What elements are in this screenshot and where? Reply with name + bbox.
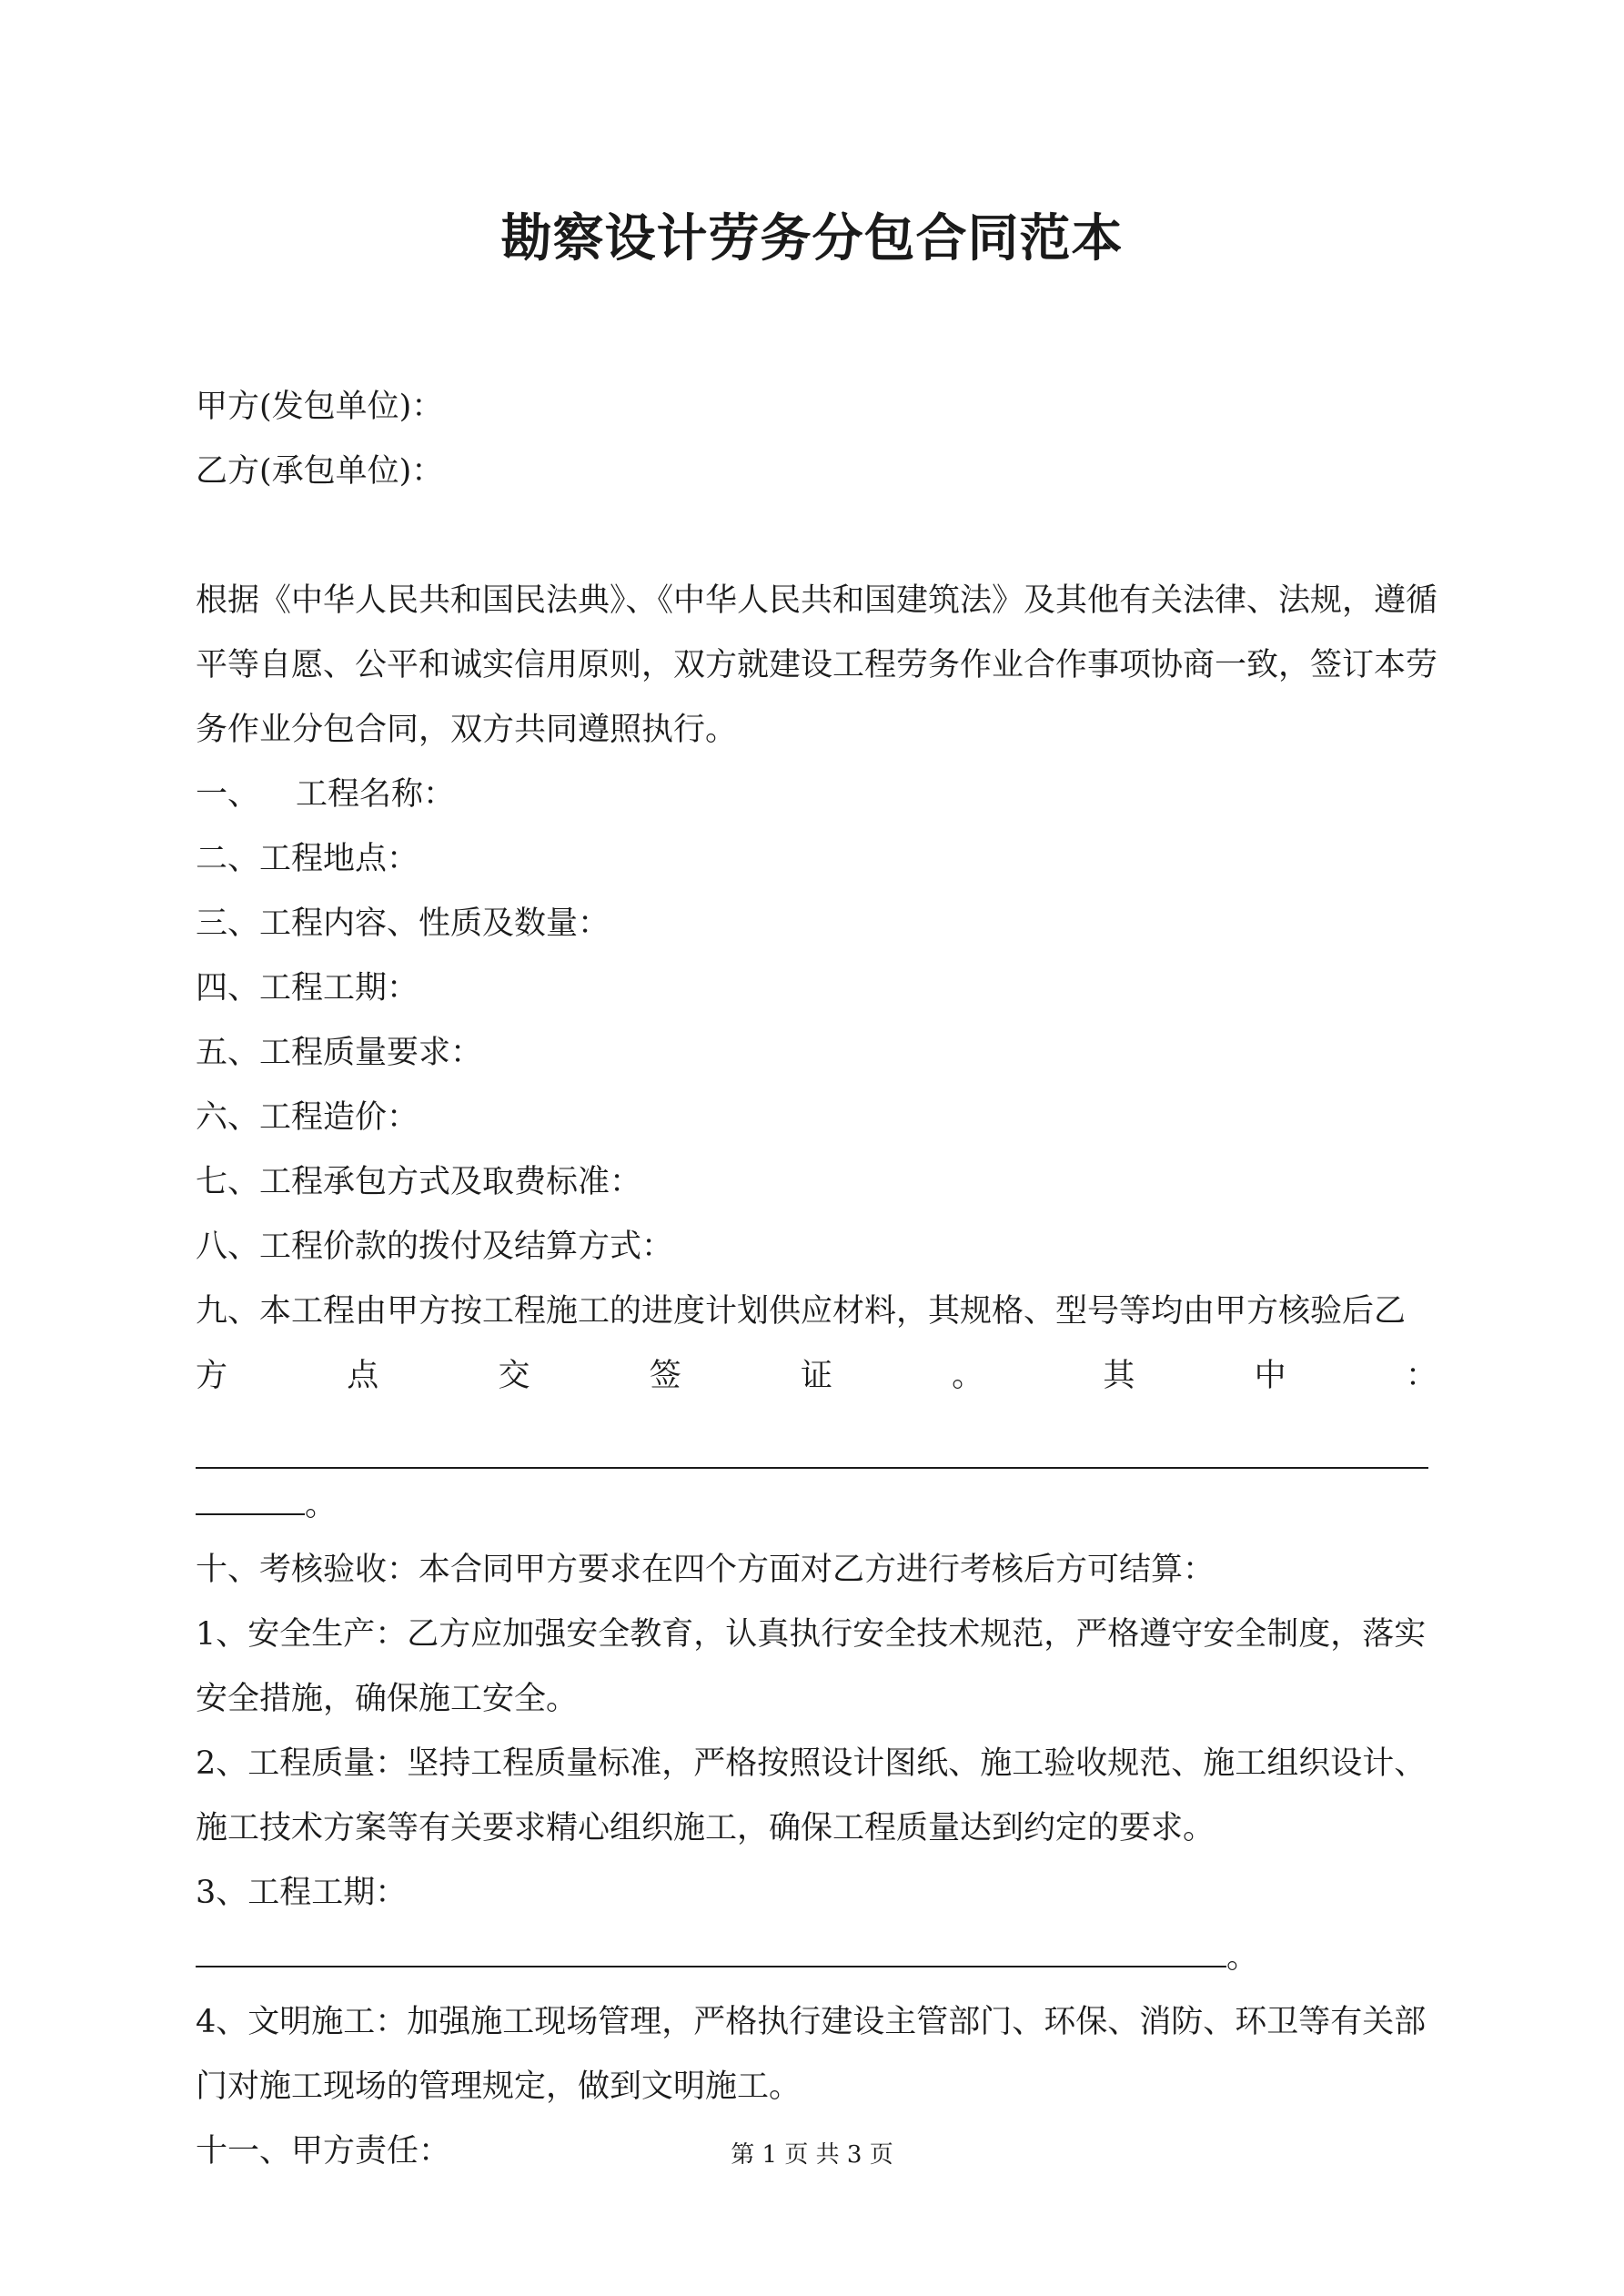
clause-9-char: 点 [347, 1358, 379, 1394]
clause-9-char: 签 [649, 1358, 681, 1394]
clause-4: 四、工程工期： [196, 970, 419, 1006]
clause-9-line-end [196, 1473, 1437, 1538]
party-b-line: 乙方(承包单位)： [196, 453, 444, 490]
clause-9-end-mark: 。 [305, 1487, 338, 1523]
clause-9-char: 交 [498, 1358, 530, 1394]
blank-fill-line [196, 1409, 1437, 1473]
sub-clause-4: 4、文明施工：加强施工现场管理，严格执行建设主管部门、环保、消防、环卫等有关部门对施工现场的管理规定，做到文明施工。 [196, 2004, 1427, 2105]
clause-9-char: ： [1405, 1358, 1437, 1394]
clause-3: 三、工程内容、性质及数量： [196, 905, 610, 942]
sub-clause-2: 2、工程质量：坚持工程质量标准，严格按照设计图纸、施工验收规范、施工组织设计、施工技术方案等有关要求精心组织施工，确保工程质量达到约定的要求。 [196, 1745, 1427, 1846]
sub-clause-1: 1、安全生产：乙方应加强安全教育，认真执行安全技术规范，严格遵守安全制度，落实安全措施，确保施工安全。 [196, 1616, 1427, 1717]
clause-11: 十一、甲方责任： [196, 2133, 451, 2170]
party-a-line: 甲方(发包单位)： [196, 389, 444, 425]
clause-9-line-1: 九、本工程由甲方按工程施工的进度计划供应材料，其规格、型号等均由甲方核验后乙 [196, 1293, 1407, 1330]
clause-9-char: 中 [1254, 1358, 1286, 1394]
clause-6: 六、工程造价： [196, 1099, 419, 1136]
document-body [196, 375, 1437, 2184]
clause-9-char: 证 [800, 1358, 832, 1394]
clause-8: 八、工程价款的拨付及结算方式： [196, 1229, 674, 1265]
sub-clause-3-label: 3、工程工期： [196, 1875, 408, 1911]
sub-clause-3-end-mark: 。 [1226, 1939, 1259, 1976]
clause-10: 十、考核验收：本合同甲方要求在四个方面对乙方进行考核后方可结算： [196, 1552, 1215, 1588]
blank-fill-long-line [196, 1940, 1226, 1967]
clause-9-char: 其 [1103, 1358, 1135, 1394]
clause-9-line-2 [196, 1344, 1437, 1409]
intro-paragraph: 根据《中华人民共和国民法典》、《中华人民共和国建筑法》及其他有关法律、法规，遵循平等自愿、公平和诚实信用原则，双方就建设工程劳务作业合作事项协商一致，签订本劳务作业分包合同，双方共同遵照执行。 [196, 582, 1438, 748]
clause-9-char: 。 [952, 1358, 984, 1394]
sub-clause-3 [196, 1861, 1437, 1990]
clause-5: 五、工程质量要求： [196, 1035, 483, 1071]
clause-2: 二、工程地点： [196, 841, 419, 877]
document-title: 勘察设计劳务分包合同范本 [500, 208, 1124, 268]
clause-7: 七、工程承包方式及取费标准： [196, 1164, 642, 1200]
clause-1-number: 一、 [196, 776, 260, 813]
clause-1-text: 工程名称： [296, 776, 456, 813]
page-number-footer: 第 1 页 共 3 页 [731, 2141, 893, 2169]
clause-1 [196, 763, 1437, 827]
blank-fill-short-line [196, 1488, 305, 1515]
clause-9-char: 方 [196, 1358, 228, 1394]
